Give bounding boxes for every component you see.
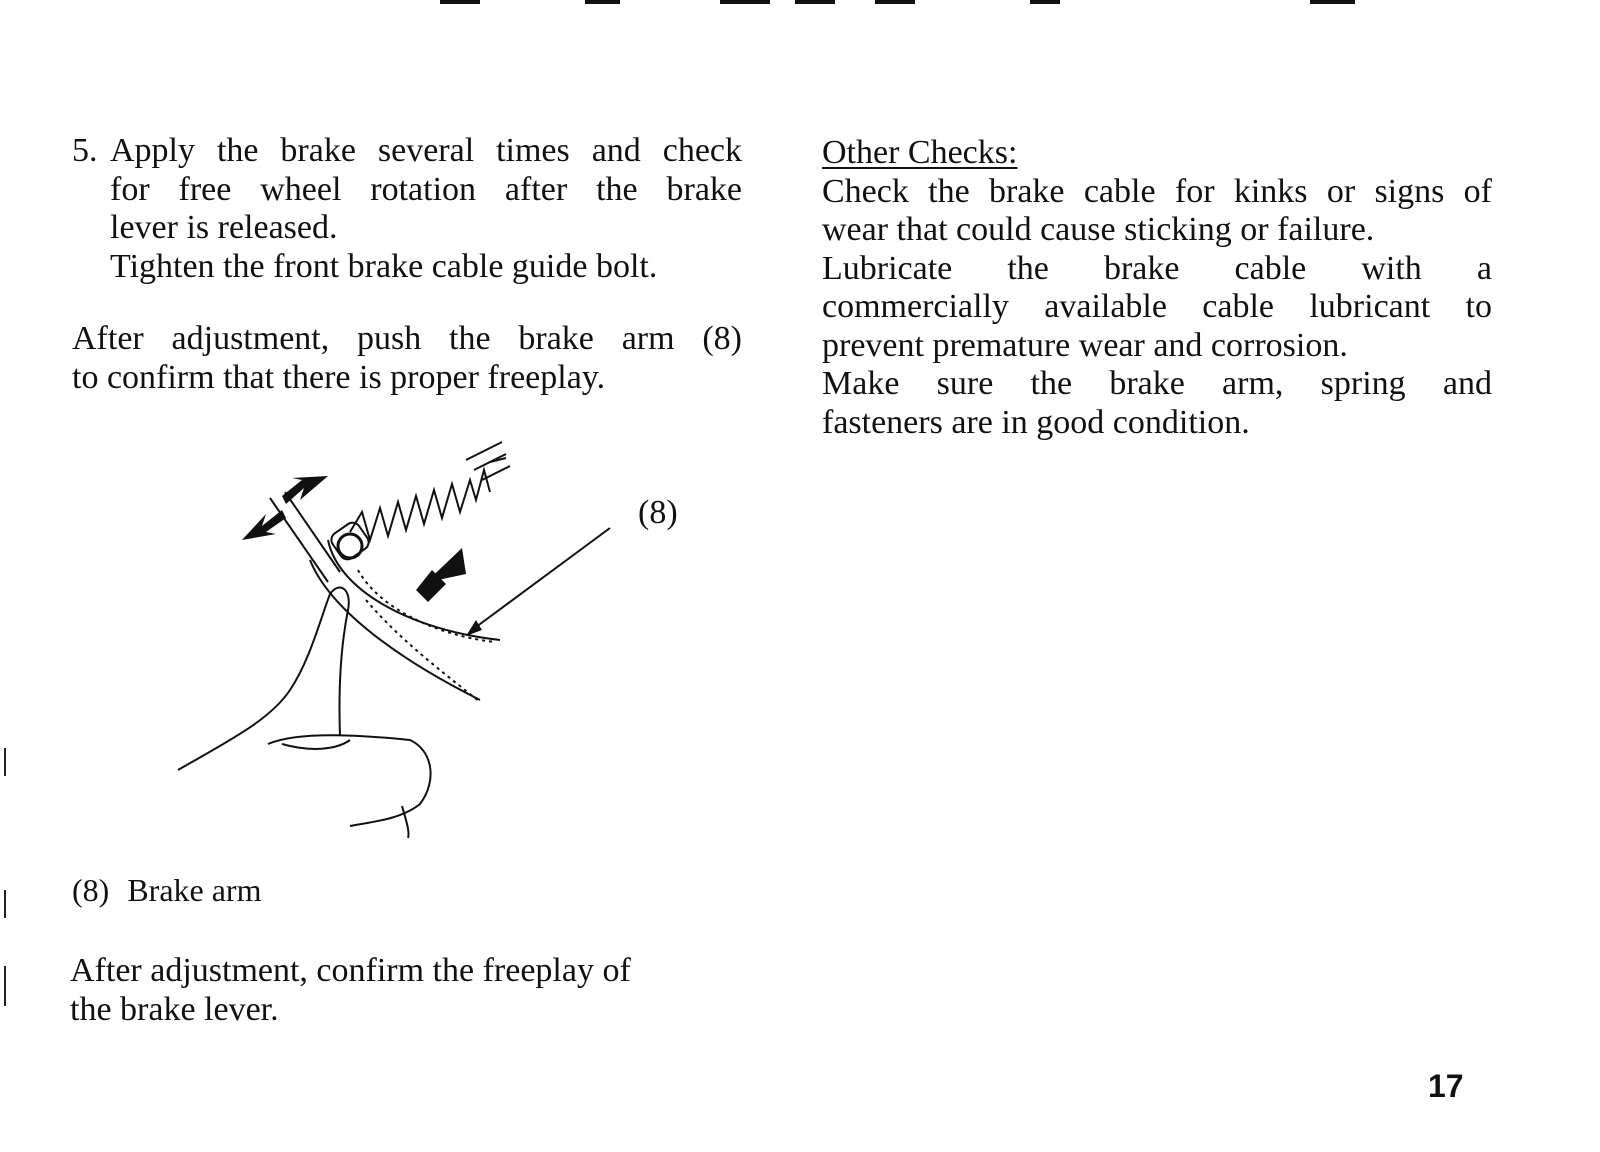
paragraph-line: Lubricate the brake cable with a [822,249,1492,287]
hand-icon [178,587,431,838]
top-edge-marks [0,0,1600,8]
paragraph-line: Check the brake cable for kinks or signs of [822,172,1492,210]
paragraph-line: fasteners are in good condition. [822,403,1250,441]
paragraph-line: wear that could cause sticking or failure. [822,211,1375,248]
after-adjustment-paragraph-1 [72,320,742,397]
paragraph-line: Make sure the brake arm, spring and [822,365,1492,402]
paragraph-line: to confirm that there is proper freeplay. [72,358,606,396]
paragraph-line: commercially available cable lubricant to [822,288,1492,325]
callout-leader-line [472,528,610,630]
caption-text: Brake arm [127,872,262,908]
freeplay-arrow-icon [242,476,328,540]
paragraph-line: After adjustment, confirm the freeplay of [70,952,631,989]
after-adjustment-paragraph-2 [70,952,720,1029]
paragraph-line: After adjustment, push the brake arm (8) [72,320,742,357]
caption-ref: (8) [72,872,110,908]
step-line: Apply the brake several times and check [110,132,742,169]
paragraph-line: the brake lever. [70,990,279,1028]
left-column [72,132,742,397]
callout-arrowhead [466,620,482,636]
step-number: 5. [72,132,98,169]
paragraph-line: prevent premature wear and corrosion. [822,326,1348,364]
spring-icon [350,442,510,540]
figure-caption [72,872,261,909]
step-line: Tighten the front brake cable guide bolt. [110,247,658,285]
brake-arm-illustration [170,440,690,860]
section-heading: Other Checks: [822,134,1018,171]
push-arrow-icon [416,548,466,602]
right-column [822,134,1492,442]
step-line: lever is released. [110,209,338,246]
step-5 [72,132,742,286]
figure-callout-label: (8) [638,494,678,531]
page-number: 17 [1428,1068,1464,1104]
step-line: for free wheel rotation after the brake [110,170,742,208]
